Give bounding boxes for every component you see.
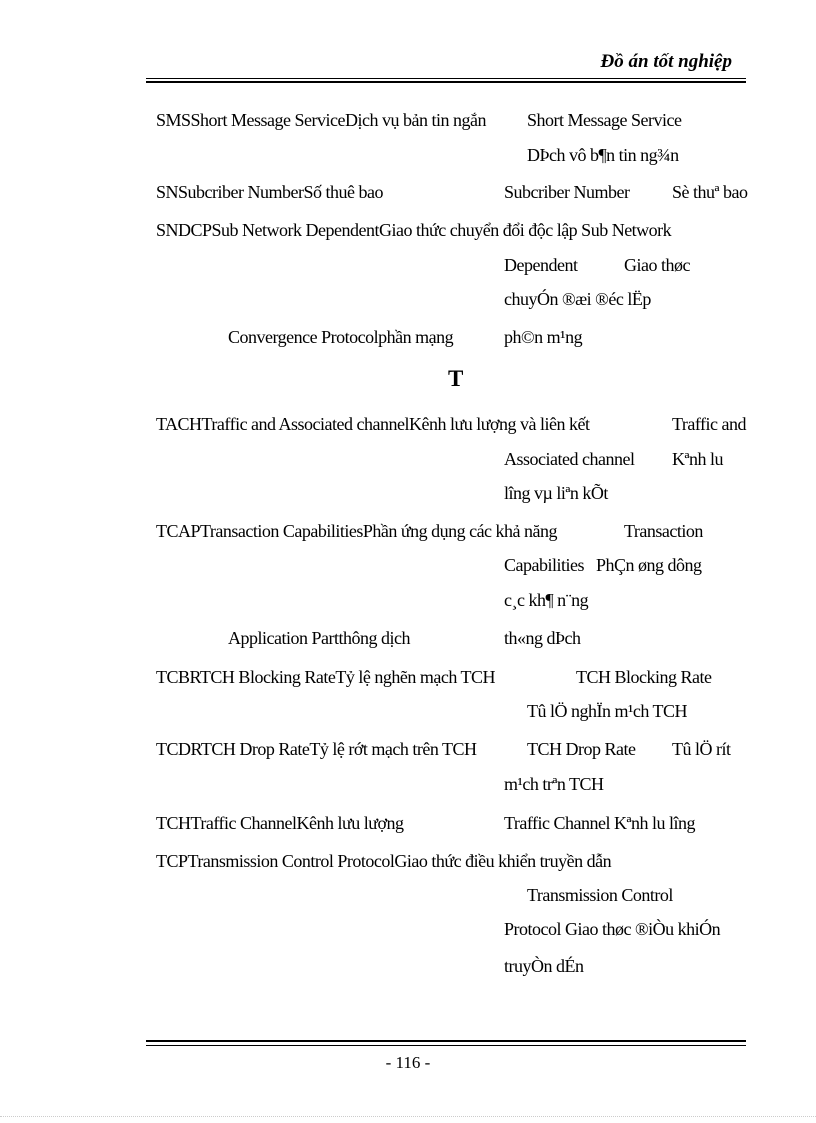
- glossary-text: Transaction: [624, 521, 703, 541]
- glossary-text: TCH Blocking Rate: [576, 667, 712, 687]
- glossary-text: SMSShort Message ServiceDịch vụ bản tin ngắn: [156, 110, 486, 130]
- glossary-text: TCPTransmission Control ProtocolGiao thức điều khiển truyền dẫn: [156, 851, 612, 871]
- glossary-text: truyÒn dÉn: [504, 956, 584, 976]
- glossary-text: PhÇn øng dông: [596, 555, 702, 575]
- glossary-text: Tû lÖ nghÏn m¹ch TCH: [527, 701, 688, 721]
- glossary-text: Tû lÖ rít: [672, 739, 731, 759]
- header-rule-bottom: [146, 81, 746, 83]
- glossary-text: Giao thøc: [624, 255, 690, 275]
- glossary-text: Transmission Control: [527, 885, 673, 905]
- glossary-text: Traffic and: [672, 414, 746, 434]
- glossary-text: TCBRTCH Blocking RateTỷ lệ nghẽn mạch TCH: [156, 667, 496, 687]
- glossary-text: c¸c kh¶ n¨ng: [504, 590, 589, 610]
- section-letter: T: [448, 366, 464, 391]
- glossary-text: ph©n m¹ng: [504, 327, 583, 347]
- footer-rule-top: [146, 1040, 746, 1042]
- page-edge-dots: [0, 1116, 816, 1117]
- glossary-text: th«ng dÞch: [504, 628, 581, 648]
- glossary-text: Associated channel: [504, 449, 635, 469]
- glossary-text: SNDCPSub Network DependentGiao thức chuyển đổi độc lập Sub Network: [156, 220, 672, 240]
- glossary-text: Capabilities: [504, 555, 584, 575]
- header-title: Đồ án tốt nghiệp: [600, 51, 732, 72]
- glossary-text: TCHTraffic ChannelKênh lưu lượng: [156, 813, 404, 833]
- page-number: - 116 -: [385, 1053, 431, 1072]
- glossary-text: m¹ch trªn TCH: [504, 774, 604, 794]
- glossary-text: Traffic Channel Kªnh lu lîng: [504, 813, 695, 833]
- glossary-text: TACHTraffic and Associated channelKênh lưu lượng và liên kết: [156, 414, 590, 434]
- header-rule-top: [146, 78, 746, 79]
- glossary-text: SNSubcriber NumberSố thuê bao: [156, 182, 383, 202]
- footer-rule-bottom: [146, 1045, 746, 1046]
- glossary-text: TCAPTransaction CapabilitiesPhần ứng dụng các khả năng: [156, 521, 558, 541]
- glossary-text: TCH Drop Rate: [527, 739, 636, 759]
- glossary-text: DÞch vô b¶n tin ng¾n: [527, 145, 679, 165]
- glossary-text: lîng vµ liªn kÕt: [504, 483, 608, 503]
- glossary-text: Protocol Giao thøc ®iÒu khiÓn: [504, 919, 721, 939]
- glossary-text: Dependent: [504, 255, 578, 275]
- glossary-text: Convergence Protocolphần mạng: [228, 327, 454, 347]
- glossary-text: Subcriber Number: [504, 182, 630, 202]
- glossary-text: Application Partthông dịch: [228, 628, 410, 648]
- glossary-text: chuyÓn ®æi ®éc lËp: [504, 289, 651, 309]
- glossary-text: Sè thuª bao: [672, 182, 748, 202]
- glossary-text: TCDRTCH Drop RateTỷ lệ rớt mạch trên TCH: [156, 739, 477, 759]
- glossary-text: Kªnh lu: [672, 449, 723, 469]
- glossary-text: Short Message Service: [527, 110, 682, 130]
